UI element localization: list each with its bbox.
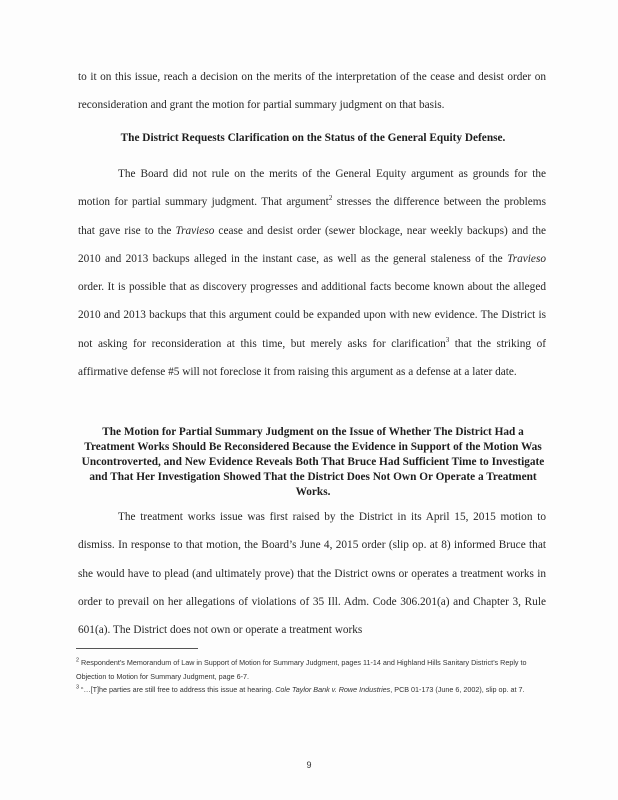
footnotes [76,656,550,697]
paragraph-treatment-works: The treatment works issue was first raised by the District in its April 15, 2015 motion to dismiss. In response to that motion, the Board’s June 4, 2015 order (slip op. at 8) informed Bruce that she would have to plead (and ultimately prove) that the District owns or operates a treatment works in order to prevail on her allegations of violations of 35 Ill. Adm. Code 306.201(a) and Chapter 3, Rule 601(a). The District does not own or operate a treatment works [78,511,546,637]
footnote-3: $^3$ “…[T]he parties are still free to address this issue at hearing. Cole Taylor Bank v. Rowe Industries, PCB 01-173 (June 6, 2002), slip op. at 7. [76,684,525,695]
case-name-travieso: Travieso [507,252,546,265]
case-name-travieso: Travieso [175,224,215,237]
paragraph-reconsideration-conclusion: to it on this issue, reach a decision on the merits of the interpretation of the cease and desist order on reconsideration and grant the motion for partial summary judgment on that basis. [78,71,546,112]
footnote-ref-2: 2 [328,194,333,203]
footnote-2: $^2$ Respondent’s Memorandum of Law in Support of Motion for Summary Judgment, pages 11-14 and Highland Hills Sanitary District’s Reply to Objection to Motion for Summary Judgment, page 6-7. [76,657,527,681]
footnote-ref-3: 3 [445,336,450,345]
paragraph-general-equity: The Board did not rule on the merits of the General Equity argument as grounds for the motion for partial summary judgment. That argument$^2$ stresses the difference between the problems that gave rise to the Travieso cease and desist order (sewer blockage, near weekly backups) and the 2010 and 2013 backups alleged in the instant case, as well as the general staleness of the Travieso order. It is possible that as discovery progresses and additional facts become known about the alleged 2010 and 2013 backups that this argument could be expanded upon with new evidence. The District is not asking for reconsideration at this time, but merely asks for clarification$^3$ that the striking of affirmative defense #5 will not foreclose it from raising this argument as a defense at a later date. [78,168,546,379]
section-heading-treatment-works: The Motion for Partial Summary Judgment on the Issue of Whether The District Had a Treatment Works Should Be Reconsidered Because the Evidence in Support of the Motion Was Uncontroverted, and New Evidence Reveals Both That Bruce Had Sufficient Time to Investigate and That Her Investigation Showed That the District Does Not Own Or Operate a Treatment Works. [81,426,545,498]
section-heading-general-equity: The District Requests Clarification on the Status of the General Equity Defense. [120,132,506,144]
case-name-cole-taylor: Cole Taylor Bank v. Rowe Industries [275,685,391,695]
footnote-divider [76,648,198,649]
page-number: 9 [306,760,312,770]
